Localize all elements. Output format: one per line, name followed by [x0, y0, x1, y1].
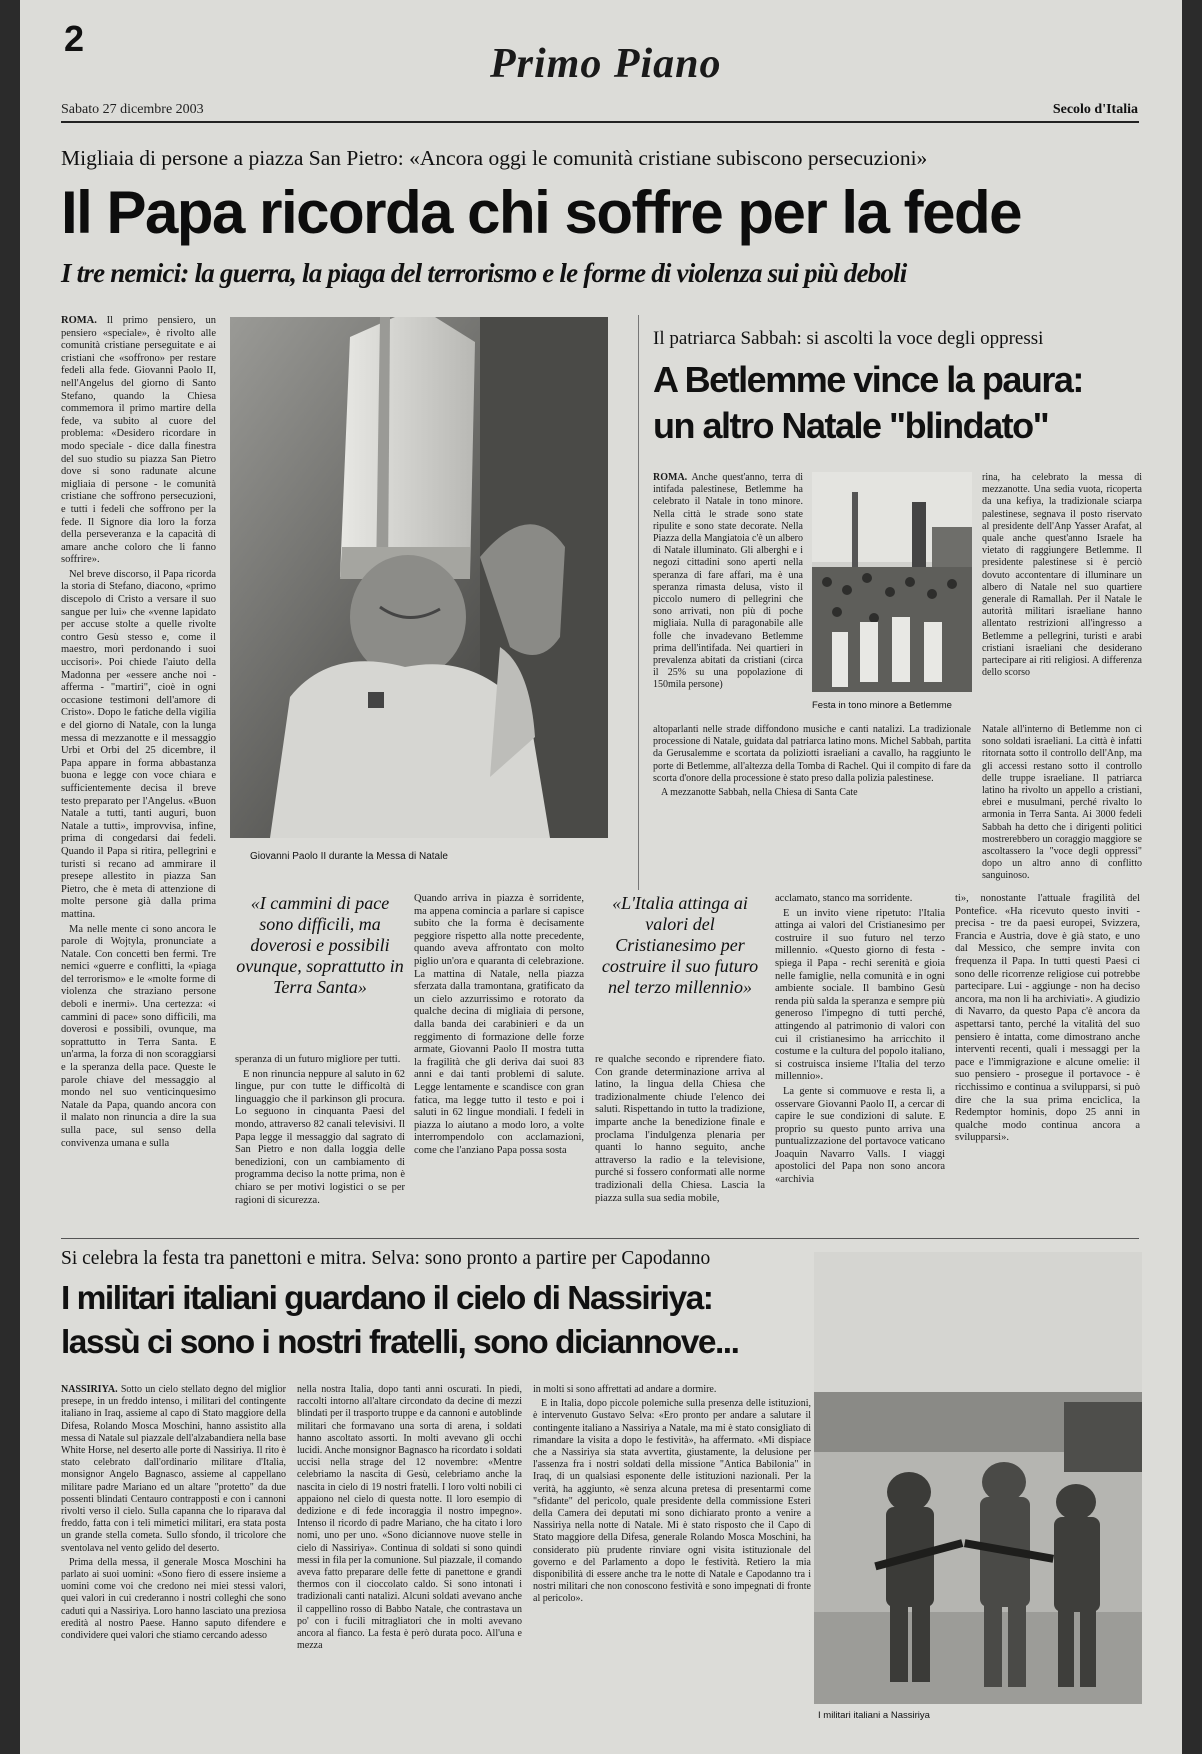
main-body-col2 [235, 1054, 405, 1230]
main-body-col1 [61, 315, 216, 1226]
betlemme-body-col1-cont-para: altoparlanti nelle strade diffondono musiche e canti natalizi. La tradizionale processione di Natale, guidata dal patriarca latino mons. Michel Sabbah, partita da Gerusalemme e scortata da poliziotti israeliani a cavallo, ha raggiunto le porte di Betlemme, all'altezza della Tomba di Rachel. Qui il compito di fare da scorta d'onore della processione è stato preso dalla polizia palestinese. [653, 724, 971, 784]
main-body-col5-para: La gente si commuove e resta lì, a osservare Giovanni Paolo II, a cercar di capire le sue condizioni di salute. E proprio su questo punto arriva una puntualizzazione del portavoce vaticano Joaquin Navarro Valls. I viaggi apostolici del Papa non sono ancora «archivia [775, 1085, 945, 1186]
main-kicker: Migliaia di persone a piazza San Pietro: «Ancora oggi le comunità cristiane subiscono persecuzioni» [61, 146, 928, 170]
nassiriya-body-col2 [297, 1384, 522, 1728]
main-headline: Il Papa ricorda chi soffre per la fede [61, 179, 1022, 246]
masthead-rule [61, 121, 1139, 123]
betlemme-body-col2-para: rina, ha celebrato la messa di mezzanotte. Una sedia vuota, ricoperta da una kefiya, la tradizionale sciarpa palestinese, segnava il posto riservato al presidente dell'Anp Yasser Arafat, al quale anche quest'anno Israele ha vietato di raggiungere Betlemme. Il presidente palestinese si è perciò dovuto accontentare di illuminare un albero di Natale nel suo quartiere generale di Ramallah. Per il Natale le autorità militari israeliane hanno allentato restrizioni all'ingresso a Betlemme a pellegrini, turisti e arabi cristiani israeliani che desiderano partecipare ai riti religiosi. A differenza dello scorso [982, 472, 1142, 679]
main-body-col1-para: Ma nelle mente ci sono ancora le parole di Wojtyla, pronunciate a Natale. Con concetti ben fermi. Tre nemici «guerre e conflitti, la «piaga del terrorismo» e le «molte forme di violenza che straziano persone deboli e inermi». Una certezza: «i cammini di pace» sono difficili, ma doverosi e possibili, ovunque, ma soprattutto in Terra Santa. E un'arma, la forza di non scoraggiarsi e la speranza della pace. Queste le parole chiave del messaggio al mondo nel suo venticinquesimo Natale da Papa, quando ancora con il malato non rinuncia a dire la sua sulla pace, sul senso della convivenza umana e sulla [61, 923, 216, 1149]
main-body-col1-para: ROMA. Il primo pensiero, un pensiero «speciale», è rivolto alle comunità cristiane perseguitate e ai cristiani che «soffrono» per restare fedeli alla fede. Giovanni Paolo II, nell'Angelus del giorno di Santo Stefano, quando la Chiesa commemora il primo martire della fede, va subito al cuore del problema: «Desidero ricordare in modo speciale - dice dalla finestra del suo studio su piazza San Pietro dove si sono radunate alcune migliaia di persone - le comunità cristiane che soffrono persecuzioni, e tutti i fedeli che soffrono per la fede. Il Signore dia loro la forza della perseveranza e la capacità di amare anche coloro che li fanno soffrire». [61, 315, 216, 566]
nassiriya-body-col1-para: Prima della messa, il generale Mosca Moschini ha parlato ai suoi uomini: «Sono fiero di essere insieme a uomini come voi che credono nei miei stessi valori, quei valori in cui crederanno i nostri colleghi che sono caduti qui a Nassiriya. Loro hanno lasciato una preziosa eredità al nostro Paese. Hanno saputo difendere e condividere quei valori che stiamo cercando adesso [61, 1556, 286, 1642]
main-body-col6 [955, 893, 1140, 1226]
main-body-col4 [595, 1054, 765, 1226]
nassiriya-photo-illustration [814, 1252, 1142, 1704]
main-dateline: ROMA. [61, 315, 97, 326]
nassiriya-headline-line2: lassù ci sono i nostri fratelli, sono diciannove... [61, 1324, 739, 1361]
nassiriya-body-col3 [533, 1384, 811, 1728]
issue-date: Sabato 27 dicembre 2003 [61, 102, 204, 117]
betlemme-photo [812, 472, 972, 692]
pope-photo-caption: Giovanni Paolo II durante la Messa di Natale [250, 851, 448, 862]
betlemme-headline-line1: A Betlemme vince la paura: [653, 359, 1083, 400]
nassiriya-photo-caption: I militari italiani a Nassiriya [818, 1710, 930, 1721]
betlemme-photo-illustration [812, 472, 972, 692]
main-body-col1-para: Nel breve discorso, il Papa ricorda la storia di Stefano, diacono, «primo discepolo di Cristo a versare il suo sangue per lui» che «venne lapidato per accuse stolte a quelle rivolte contro Gesù stesso e, come il maestro, morì perdonando i suoi uccisori». Poi chiede l'aiuto della Madonna per «essere anche noi - afferma - "martiri", cioè in ogni occasione testimoni dell'amore di Cristo». Dopo le fatiche della vigilia e del giorno di Natale, con la lunga messa di mezzanotte e il messaggio Urbi et Orbi del 25 dicembre, il Papa appare in forma abbastanza buona e legge con voce chiara e sufficientemente decisa il breve testo preparato per l'Angelus. «Buon Natale a tutti, tanti auguri, buon Natale a tutti», improvvisa, infine, prima di congedarsi dai fedeli. Quando il Papa si ritira, pellegrini e turisti si recano ad ammirare il presepe allestito in piazza San Pietro, che è meta di attenzione di molte persone già dalla prima mattina. [61, 568, 216, 920]
main-body-col3 [414, 893, 584, 1226]
betlemme-photo-caption: Festa in tono minore a Betlemme [812, 700, 952, 711]
betlemme-body-col1-para: ROMA. Anche quest'anno, terra di intifada palestinese, Betlemme ha celebrato il Natale in tono minore. Nella città le strade sono state ripulite e sono state decorate. Nella Piazza della Mangiatoia c'è un albero di Natale illuminato. Gli alberghi e i negozi cittadini sono aperti nella speranza di fare affari, ma è una speranza rimasta delusa, visto il piccolo numero di pellegrini che sono arrivati, non più di poche migliaia. Nulla di paragonabile alle folle che invadevano Betlemme prima dell'intifada. Nei quartieri in prevalenza abitati da cristiani (circa il 25% su una popolazione di 150mila persone) [653, 472, 803, 691]
main-body-col5 [775, 893, 945, 1226]
newspaper-name: Secolo d'Italia [1052, 102, 1138, 117]
betlemme-body-col1 [653, 472, 803, 722]
main-body-col2-para: speranza di un futuro migliore per tutti. [235, 1054, 401, 1065]
nassiriya-body-col3-para: E in Italia, dopo piccole polemiche sulla presenza delle istituzioni, è intervenuto Gustavo Selva: «Ero pronto per andare a salutare il contingente italiano a Nassiriya a Natale, ma mi è stato consigliato di rimandare la visita a dopo le festività», ha affermato. «Mi dispiace che a Nassiriya sia stata avvertita, giustamente, la delusione per l'assenza fra i nostri soldati della missione "Antica Babilonia" in Iraq, di un qualsiasi esponente delle istituzioni nazionali. Per la verità, ha aggiunto, «è senza alcuna pretesa di presentarmi come "sfidante" del pericolo, quale presidente della commissione Esteri della Camera dei deputati mi sono dichiarato pronto a venire a Nassiriya nella notte di Natale. Mi è stato risposto che il Capo di Stato maggiore della Difesa, generale Rolando Mosca Moschini, ha considerato più prudente rinviare ogni visita istituzionale del governo e del Parlamento a dopo le festività. Retiero la mia disponibilità di essere anche tra le notte di Natale e Capodanno tra i nostri militari che non conoscono festività e sono impegnati di fronte al pericolo». [533, 1398, 811, 1605]
newspaper-page [20, 0, 1182, 1754]
main-body-col4-para: re qualche secondo e riprendere fiato. Con grande determinazione arriva al latino, la lingua della Chiesa che tradizionalmente chiude l'elenco dei saluti. Rispettando in tutto la tradizione, imparte anche la benedizione finale e proclama l'indulgenza plenaria per quanti lo hanno seguito, anche attraverso la radio e la televisione, purché si fossero conformati alle norme tradizionali della Chiesa. Lascia la piazza sulla sua sedia mobile, [595, 1054, 765, 1204]
main-body-col3-para: Quando arriva in piazza è sorridente, ma appena comincia a parlare si capisce subito che la forma è decisamente peggiore rispetto alla notte precedente, quando aveva affrontato con molto piglio un'ora e quaranta di celebrazione. La mattina di Natale, nella piazza sferzata dalla tramontana, gratificato da un cielo azzurrissimo e rotorato da qualche decina di migliaia di persone, dalla banda dei carabinieri e da un reggimento di formazione delle forze armate, Giovanni Paolo II mostra tutta la fragilità che gli deriva dai suoi 83 anni e dai tanti problemi di salute. Legge lentamente e scandisce con gran fatica, ma legge tutto il testo e poi i saluti in 62 lingue mondiali. I fedeli in piazza lo aiutano a modo loro, a volte interrompendolo con acclamazioni, come che l'anziano Papa possa sosta [414, 893, 584, 1156]
pope-photo-illustration [230, 317, 608, 838]
section-title: Primo Piano [490, 41, 722, 87]
main-body-col2-para: E non rinuncia neppure al saluto in 62 lingue, pur con tutte le difficoltà di linguaggio che il parkinson gli procura. Lo seguono in cinquanta Paesi del mondo, attraverso 82 canali televisivi. Il Papa legge il messaggio dal sagrato di San Pietro e non dalla loggia delle benedizioni, con un cambiamento di programma deciso la notte prima, non è chiaro se per motivi logistici o se per ragioni di sicurezza. [235, 1068, 405, 1206]
pull-quote-peace: «I cammini di pace sono difficili, ma doverosi e possibili ovunque, soprattutto in Terra Santa» [236, 893, 404, 997]
nassiriya-body-col1 [61, 1384, 286, 1728]
betlemme-kicker: Il patriarca Sabbah: si ascolti la voce degli oppressi [653, 328, 1044, 349]
nassiriya-kicker: Si celebra la festa tra panettoni e mitra. Selva: sono pronto a partire per Capodanno [61, 1248, 711, 1269]
pope-photo [230, 317, 608, 838]
betlemme-body-col1-cont [653, 724, 971, 840]
betlemme-dateline: ROMA. [653, 472, 688, 483]
main-body-col6-para: ti», nonostante l'attuale fragilità del Pontefice. «Ha ricevuto questo inviti - precisa - tre da paesi europei, Svizzera, Francia e Austria, dove è già stato, e uno dal Messico, che sempre invita con frequenza il Papa. In tutti questi Paesi ci sono delle ricorrenze religiose cui potrebbe partecipare. Lui - aggiunge - non ha deciso ancora, ma non li ha archiviati». A giudizio di Navarro, da questo Papa c'è ancora da aspettarsi tanto, perché la vitalità del suo pensiero è intatta, come dimostrano anche interventi recenti, quali i messaggi per la pace e l'immigrazione e alcune omelie: il suo pensiero - prosegue il portavoce - è ricchissimo e continua a svilupparsi, si può dire che la sua prima enciclica, la Redemptor hominis, dopo 25 anni in qualche modo continua ancora a svilupparsi». [955, 893, 1140, 1144]
nassiriya-photo [814, 1252, 1142, 1704]
betlemme-headline-line2: un altro Natale "blindato" [653, 405, 1049, 446]
nassiriya-body-col1-para: NASSIRIYA. Sotto un cielo stellato degno del miglior presepe, in un freddo intenso, i militari del contingente italiano in Iraq, assieme al capo di Stato maggiore della Difesa, Rolando Mosca Moschini, hanno assistito alla messa di Natale sul piazzale dell'alzabandiera nella base White Horse, nel deserto alle porte di Nassiriya. Il rito è stato celebrato dall'ordinario militare d'Italia, monsignor Angelo Bagnasco, assieme al cappellano militare padre Mariano ed un altare "protetto" da due possenti blindati Centauro contrapposti e con i cannoni rivolti verso il cielo. Sulla capanna che lo riparava dal freddo, fatta con i teli mimetici militari, era stata posta un grande stella cometa. Sullo sfondo, il tricolore che sventolava nel vento gelido del deserto. [61, 1384, 286, 1554]
column-divider [638, 315, 639, 890]
betlemme-body-col2-cont-para: Natale all'interno di Betlemme non ci sono soldati israeliani. La città è infatti ritornata sotto il controllo dell'Anp, ma gli accessi restano sotto il controllo delle truppe israeliane. Il patriarca latino ha rivolto un appello a cristiani, ebrei e musulmani, perché rivalto lo armonia in Terra Santa. Ai 3000 fedeli Sabbah ha detto che i dirigenti politici mostrerebbero un coraggio maggiore se ascoltassero la "voce degli oppressi" dopo un altro anno di conflitto sanguinoso. [982, 724, 1142, 882]
betlemme-body-col1-cont-para: A mezzanotte Sabbah, nella Chiesa di Santa Cate [661, 787, 858, 799]
nassiriya-body-col2-para: nella nostra Italia, dopo tanti anni oscurati. In piedi, raccolti intorno all'altare circondato da decine di mezzi blindati per il trasporto truppe e da cannoni e autoblinde militari che formavano una sorta di arena, i soldati hanno ascoltato assorti. In molti avevano gli occhi lucidi. Anche monsignor Bagnasco ha ricordato i soldati uccisi nella strage del 12 novembre: «Mentre celebriamo la nascita di Gesù, celebriamo anche la nascita in cielo di 19 nostri fratelli. I loro volti nobili ci appaiono nel cielo di questa notte. Il loro esempio di dedizione e di fede incoraggia il nostro impegno». Intenso il ricordo di padre Mariano, che ha citato i loro nomi, uno per uno. «Sono diciannove nuove stelle in cielo di Nassiriya». Continua di soldati si sono quindi messi in fila per la comunione. Sul piazzale, il comando aveva fatto preparare delle fette di panettone e grandi thermos con il cioccolato caldo. Si sono intonati i tradizionali canti natalizi. Alcuni soldati avevano anche il cappellino rosso di Babbo Natale, che contrastava un po' con i fucili mitragliatori che in molti avevano ancora al fianco. La festa è però durata poco. All'una e mezza [297, 1384, 522, 1652]
nassiriya-body-col3-para: in molti si sono affrettati ad andare a dormire. [533, 1384, 717, 1395]
main-body-col5-para: acclamato, stanco ma sorridente. [775, 893, 913, 904]
nassiriya-headline-line1: I militari italiani guardano il cielo di Nassiriya: [61, 1280, 713, 1317]
betlemme-body-col2-cont [982, 724, 1142, 882]
nassiriya-dateline: NASSIRIYA. [61, 1384, 118, 1395]
betlemme-body-col2 [982, 472, 1142, 722]
main-body-col5-para: E un invito viene ripetuto: l'Italia attinga ai valori del Cristianesimo per costruire il suo futuro nel terzo millennio. «Questo giorno di festa - spiega il Papa - rechi serenità e gioia nelle famiglie, nella comunità e in ogni ambiente sociale. Il bambino Gesù renda più salda la speranza e sempre più generoso l'impegno di tutti perché, attingendo al patrimonio di valori con cui il cristianesimo ha arricchito il costume e la cultura del popolo italiano, si costruisca insieme l'Italia del terzo millennio». [775, 907, 945, 1083]
section-divider [61, 1238, 1139, 1239]
pull-quote-italy: «L'Italia attinga ai valori del Cristianesimo per costruire il suo futuro nel terzo millennio» [601, 893, 759, 997]
main-subheadline: I tre nemici: la guerra, la piaga del terrorismo e le forme di violenza sui più deboli [61, 258, 907, 288]
page-number: 2 [64, 18, 85, 59]
